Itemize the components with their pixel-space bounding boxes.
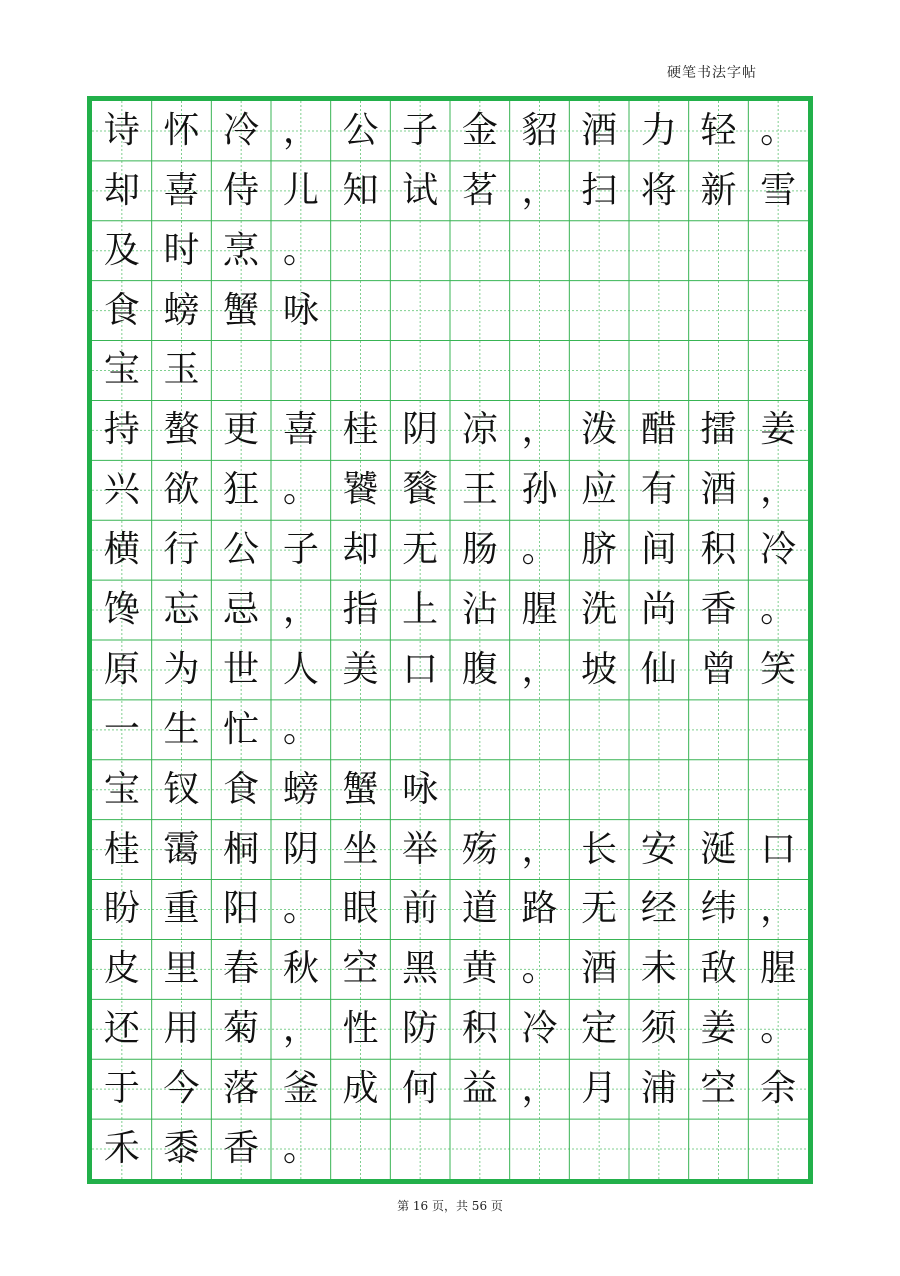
grid-character: 黍 [163, 1128, 200, 1170]
grid-character: 桂 [342, 409, 379, 451]
grid-character: 原 [103, 648, 140, 690]
grid-character: 腥 [521, 589, 558, 631]
grid-character: 生 [163, 708, 200, 750]
grid-character: 无 [402, 529, 439, 571]
text-row [92, 341, 808, 401]
text-row [92, 221, 808, 281]
grid-character: 。 [282, 469, 319, 511]
grid-character: 指 [342, 589, 379, 631]
grid-character: 宝 [103, 768, 140, 810]
grid-character: 仙 [640, 648, 677, 690]
grid-character: 擂 [700, 409, 737, 451]
grid-character: 却 [342, 529, 379, 571]
grid-character: 无 [581, 888, 618, 930]
practice-grid-sheet [87, 96, 813, 1184]
grid-character: ， [521, 169, 558, 211]
grid-character: 知 [342, 169, 379, 211]
grid-character: 举 [402, 828, 439, 870]
grid-character: 阴 [282, 828, 319, 870]
grid-character: 侍 [223, 169, 260, 211]
grid-character: 横 [103, 529, 140, 571]
grid-character: 及 [103, 229, 140, 271]
grid-character: 更 [223, 409, 260, 451]
grid-character: 饕 [342, 469, 379, 511]
grid-character: 道 [461, 888, 498, 930]
grid-character: 桂 [103, 828, 140, 870]
text-row [92, 520, 808, 580]
grid-character: 腹 [461, 648, 498, 690]
grid-character: 浦 [640, 1068, 677, 1110]
grid-character: 咏 [402, 768, 439, 810]
grid-character: ， [282, 589, 319, 631]
grid-character: 落 [223, 1068, 260, 1110]
grid-character: 安 [640, 828, 677, 870]
text-row [92, 700, 808, 760]
grid-character: 新 [700, 169, 737, 211]
grid-character: ， [521, 828, 558, 870]
text-row [92, 1059, 808, 1119]
grid-character: 空 [342, 948, 379, 990]
grid-character: 酒 [581, 109, 618, 151]
grid-character: 兴 [103, 469, 140, 511]
grid-character: 。 [760, 589, 797, 631]
grid-character: 子 [402, 109, 439, 151]
text-row [92, 939, 808, 999]
grid-character: 。 [282, 888, 319, 930]
text-row [92, 1119, 808, 1179]
grid-character: 阴 [402, 409, 439, 451]
grid-character: 长 [581, 828, 618, 870]
grid-character: 宝 [103, 349, 140, 391]
grid-character: 盼 [103, 888, 140, 930]
grid-character: 忌 [223, 589, 260, 631]
grid-character: 忘 [163, 589, 200, 631]
grid-character: 蟹 [223, 289, 260, 331]
grid-character: 成 [342, 1068, 379, 1110]
grid-character: 口 [402, 648, 439, 690]
grid-character: 路 [521, 888, 558, 930]
grid-character: 敌 [700, 948, 737, 990]
text-row [92, 820, 808, 880]
grid-character: ， [521, 1068, 558, 1110]
grid-character: 却 [103, 169, 140, 211]
text-row [92, 580, 808, 640]
grid-character: 。 [760, 109, 797, 151]
grid-character: 何 [402, 1068, 439, 1110]
grid-character: 须 [640, 1008, 677, 1050]
grid-character: 。 [282, 229, 319, 271]
grid-character: 泼 [581, 409, 618, 451]
grid-character: 经 [640, 888, 677, 930]
grid-character: 定 [581, 1008, 618, 1050]
text-row [92, 400, 808, 460]
grid-character: 酒 [581, 948, 618, 990]
grid-character: 间 [640, 529, 677, 571]
grid-character: 眼 [342, 888, 379, 930]
grid-character: 禾 [103, 1128, 140, 1170]
grid-character: 应 [581, 469, 618, 511]
grid-character: 冷 [760, 529, 797, 571]
text-row [92, 281, 808, 341]
grid-character: 殇 [461, 828, 498, 870]
grid-character: 益 [461, 1068, 498, 1110]
grid-character: 行 [163, 529, 200, 571]
grid-character: 。 [282, 708, 319, 750]
grid-character: 。 [521, 529, 558, 571]
page-footer: 第 16 页，共 56 页 [397, 1199, 503, 1213]
grid-character: 。 [521, 948, 558, 990]
grid-character: ， [760, 888, 797, 930]
grid-character: ， [282, 1008, 319, 1050]
grid-character: 醋 [640, 409, 677, 451]
grid-character: 玉 [163, 349, 200, 391]
text-row [92, 999, 808, 1059]
grid-character: 香 [223, 1128, 260, 1170]
grid-character: 扫 [581, 169, 618, 211]
text-row [92, 460, 808, 520]
grid-character: 姜 [760, 409, 797, 451]
grid-character: 怀 [163, 109, 200, 151]
grid-character: 。 [282, 1128, 319, 1170]
grid-character: 未 [640, 948, 677, 990]
grid-character: 。 [760, 1008, 797, 1050]
grid-character: 曾 [700, 648, 737, 690]
grid-character: 公 [342, 109, 379, 151]
text-row [92, 880, 808, 940]
grid-character: 美 [342, 648, 379, 690]
grid-character: 于 [103, 1068, 140, 1110]
grid-character: 蟹 [342, 768, 379, 810]
grid-character: 空 [700, 1068, 737, 1110]
grid-character: 茗 [461, 169, 498, 211]
grid-character: 人 [282, 648, 319, 690]
grid-character: 坡 [581, 648, 618, 690]
grid-character: 貂 [521, 109, 558, 151]
grid-character: 喜 [282, 409, 319, 451]
grid-character: 笑 [760, 648, 797, 690]
grid-character: 食 [223, 768, 260, 810]
grid-character: 口 [760, 828, 797, 870]
grid-character: 积 [700, 529, 737, 571]
text-row [92, 101, 808, 161]
grid-character: 时 [163, 229, 200, 271]
grid-character: 尚 [640, 589, 677, 631]
grid-character: 菊 [223, 1008, 260, 1050]
grid-character: 酒 [700, 469, 737, 511]
grid-character: 肠 [461, 529, 498, 571]
grid-character: 阳 [223, 888, 260, 930]
grid-character: 有 [640, 469, 677, 511]
grid-character: 餮 [402, 469, 439, 511]
grid-character: 防 [402, 1008, 439, 1050]
grid-character: 钗 [163, 768, 200, 810]
grid-character: 螃 [282, 768, 319, 810]
grid-character: 积 [461, 1008, 498, 1050]
grid-character: 一 [103, 708, 140, 750]
grid-character: 性 [342, 1008, 379, 1050]
grid-character: 诗 [103, 109, 140, 151]
grid-character: 春 [223, 948, 260, 990]
grid-character: ， [760, 469, 797, 511]
grid-character: 力 [640, 109, 677, 151]
grid-character: 将 [640, 169, 677, 211]
grid-character: 黄 [461, 948, 498, 990]
grid-character: 用 [163, 1008, 200, 1050]
grid-character: 里 [163, 948, 200, 990]
grid-character: 余 [760, 1068, 797, 1110]
grid-character: ， [282, 109, 319, 151]
grid-character: 子 [282, 529, 319, 571]
text-row [92, 760, 808, 820]
grid-character: 狂 [223, 469, 260, 511]
grid-character: 纬 [700, 888, 737, 930]
text-row [92, 640, 808, 700]
grid-character: 皮 [103, 948, 140, 990]
grid-character: 冷 [223, 109, 260, 151]
grid-character: 螯 [163, 409, 200, 451]
grid-character: ， [521, 648, 558, 690]
grid-character: 今 [163, 1068, 200, 1110]
grid-character: 月 [581, 1068, 618, 1110]
grid-character: 香 [700, 589, 737, 631]
grid-character: 持 [103, 409, 140, 451]
grid-character: 沾 [461, 589, 498, 631]
grid-character: 霭 [163, 828, 200, 870]
grid-character: 秋 [282, 948, 319, 990]
grid-character: 黑 [402, 948, 439, 990]
grid-character: 喜 [163, 169, 200, 211]
grid-character: 食 [103, 289, 140, 331]
grid-character: 洗 [581, 589, 618, 631]
grid-character: 馋 [103, 589, 140, 631]
grid-character: 涎 [700, 828, 737, 870]
grid-character: 脐 [581, 529, 618, 571]
grid-character: 重 [163, 888, 200, 930]
grid-character: 还 [103, 1008, 140, 1050]
grid-character: 儿 [282, 169, 319, 211]
grid-character: 忙 [223, 708, 260, 750]
grid-character: 试 [402, 169, 439, 211]
grid-character: 世 [223, 648, 260, 690]
text-row [92, 161, 808, 221]
grid-character: 雪 [760, 169, 797, 211]
grid-character: ， [521, 409, 558, 451]
grid-character: 轻 [700, 109, 737, 151]
grid-character: 姜 [700, 1008, 737, 1050]
grid-character: 腥 [760, 948, 797, 990]
grid-character: 欲 [163, 469, 200, 511]
grid-character: 王 [461, 469, 498, 511]
grid-character: 前 [402, 888, 439, 930]
grid-character: 坐 [342, 828, 379, 870]
header-title: 硬笔书法字帖 [667, 65, 757, 81]
grid-character: 桐 [223, 828, 260, 870]
grid-character: 金 [461, 109, 498, 151]
grid-character: 为 [163, 648, 200, 690]
grid-character: 上 [402, 589, 439, 631]
grid-character: 釜 [282, 1068, 319, 1110]
grid-character: 凉 [461, 409, 498, 451]
grid-character: 孙 [521, 469, 558, 511]
grid-character: 冷 [521, 1008, 558, 1050]
grid-character: 咏 [282, 289, 319, 331]
grid-character: 烹 [223, 229, 260, 271]
grid-character: 公 [223, 529, 260, 571]
grid-character: 螃 [163, 289, 200, 331]
